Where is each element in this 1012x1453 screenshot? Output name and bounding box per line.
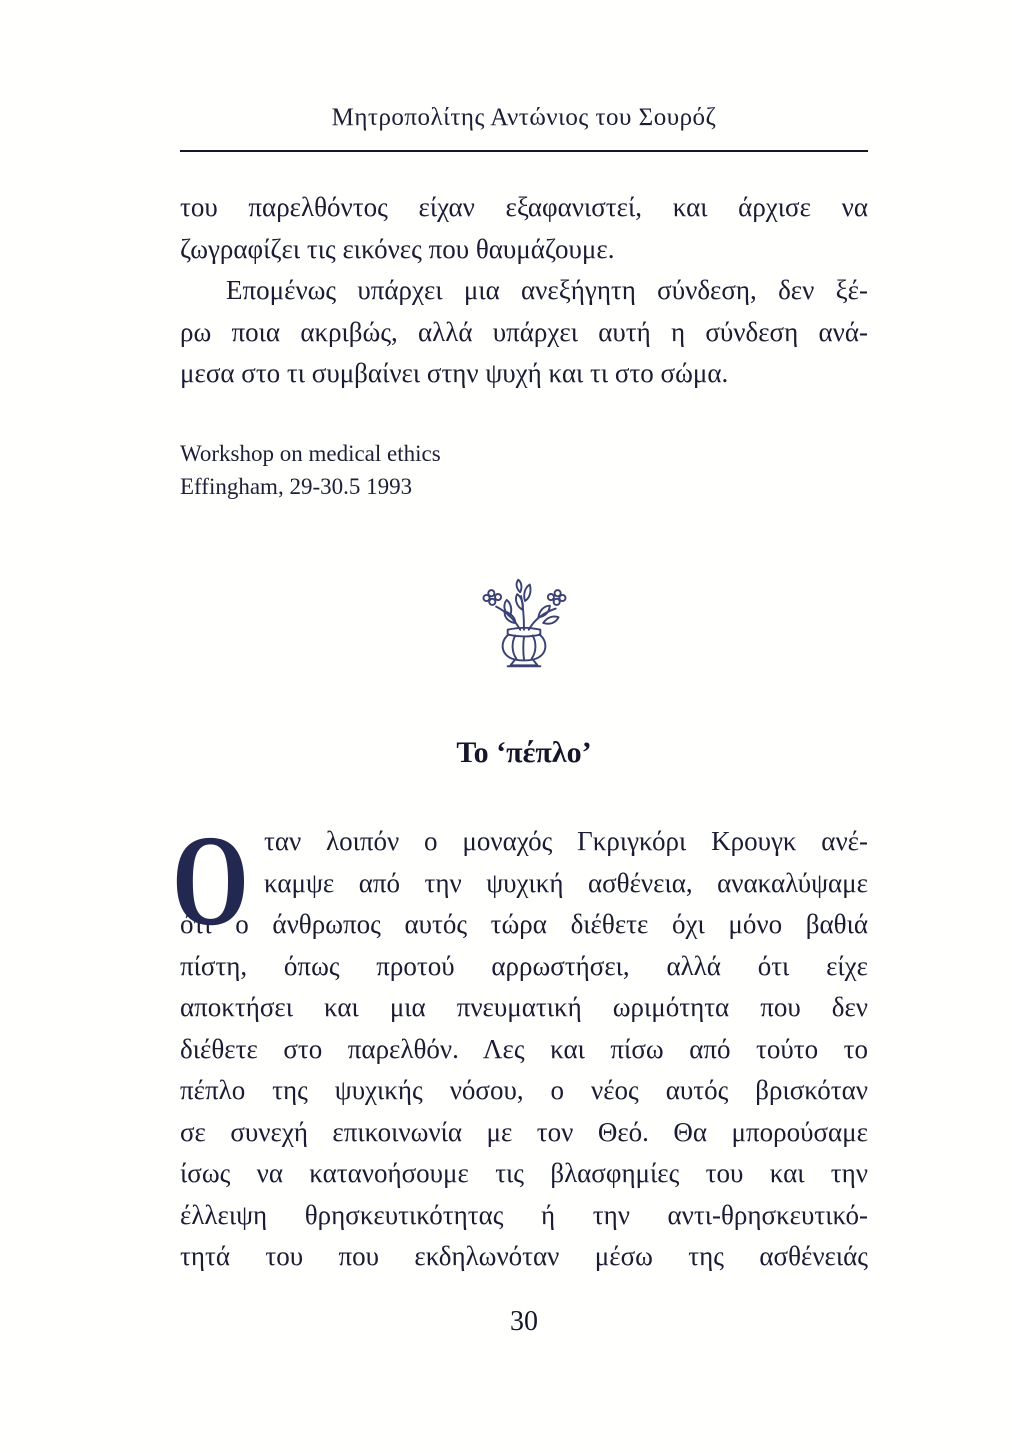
flower-vase-icon (475, 574, 573, 672)
text-line: καμψε από την ψυχική ασθένεια, ανακαλύψαμε (264, 867, 868, 898)
page-number: 30 (510, 1306, 538, 1337)
text-line: έλλειψη θρησκευτικότητας ή την αντι-θρησκευτικό- (180, 1199, 868, 1230)
text-line: του παρελθόντος είχαν εξαφανιστεί, και άρχισε να (180, 192, 868, 222)
text-line: διέθετε στο παρελθόν. Λες και πίσω από τούτο το (180, 1033, 868, 1064)
source-line: Workshop on medical ethics (180, 441, 441, 466)
chapter-title: Το ‘πέπλο’ (456, 736, 592, 769)
text-line: αποκτήσει και μια πνευματική ωριμότητα που δεν (180, 992, 868, 1022)
chapter-body (172, 809, 868, 1278)
text-line: ζωγραφίζει τις εικόνες που θαυμάζουμε. (180, 233, 615, 264)
text-line: πέπλο της ψυχικής νόσου, ο νέος αυτός βρισκόταν (180, 1075, 868, 1105)
dropcap-initial: Ο (172, 809, 249, 953)
text-line: πίστη, όπως προτού αρρωστήσει, αλλά ότι είχε (180, 950, 868, 981)
text-line: τητά του που εκδηλωνόταν μέσω της ασθένειάς (180, 1241, 868, 1271)
text-line: ίσως να κατανοήσουμε τις βλασφημίες του και την (180, 1158, 868, 1188)
text-line: Επομένως υπάρχει μια ανεξήγητη σύνδεση, δεν ξέ- (226, 275, 868, 305)
text-line: ότι ο άνθρωπος αυτός τώρα διέθετε όχι μόνο βαθιά (180, 909, 868, 939)
source-line: Effingham, 29-30.5 1993 (180, 474, 413, 499)
text-line: σε συνεχή επικοινωνία με τον Θεό. Θα μπορούσαμε (180, 1116, 868, 1147)
excerpt-block (180, 187, 868, 395)
flower-vase-ornament (180, 574, 868, 677)
text-line: μεσα στο τι συμβαίνει στην ψυχή και τι στο σώμα. (180, 358, 729, 388)
text-line: ταν λοιπόν ο μοναχός Γκριγκόρι Κρουγκ ανέ- (264, 826, 868, 856)
header-rule (180, 150, 868, 152)
source-note (180, 437, 868, 503)
text-line: ρω ποια ακριβώς, αλλά υπάρχει αυτή η σύνδεση ανά- (180, 316, 868, 347)
running-header: Μητροπολίτης Αντώνιος του Σουρόζ (331, 104, 717, 131)
